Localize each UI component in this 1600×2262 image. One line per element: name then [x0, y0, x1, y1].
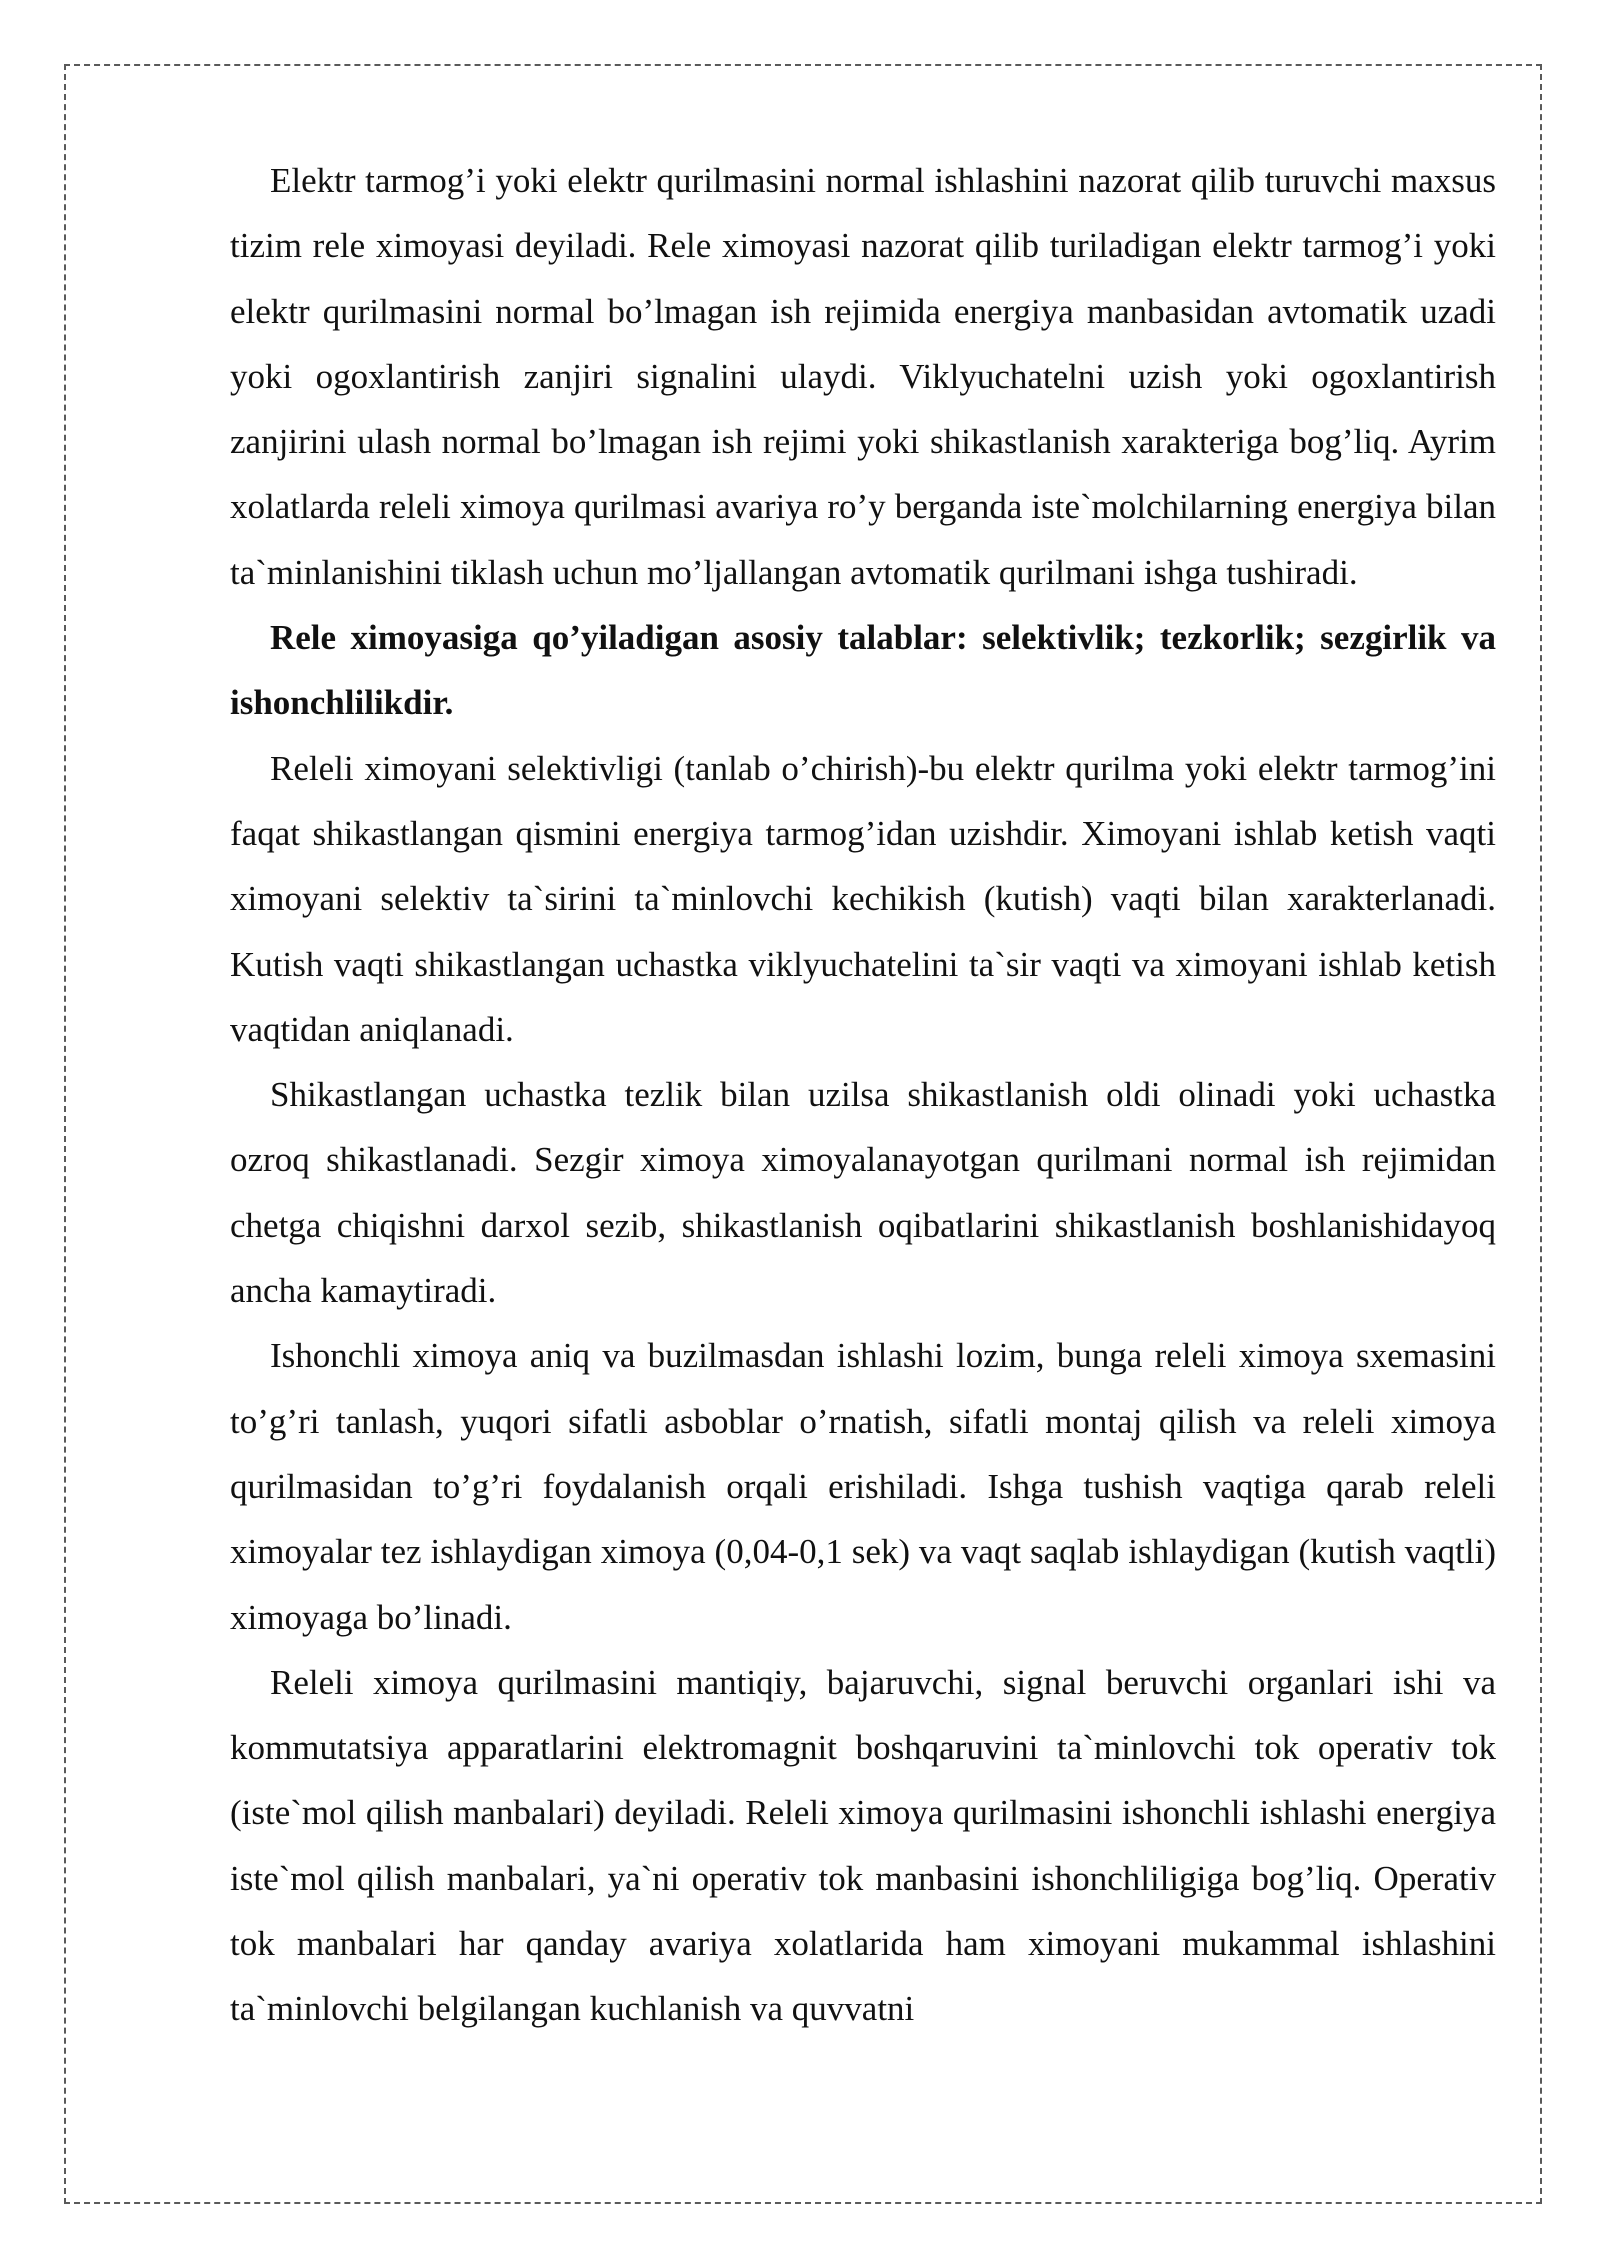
document-body	[230, 148, 1496, 2042]
paragraph-intro: Elektr tarmog’i yoki elektr qurilmasini normal ishlashini nazorat qilib turuvchi maxsus tizim rele ximoyasi deyiladi. Rele ximoyasi nazorat qilib turiladigan elektr tarmog’i yoki elektr qurilmasini normal bo’lmagan ish rejimida energiya manbasidan avtomatik uzadi yoki ogoxlantirish zanjiri signalini ulaydi. Viklyuchatelni uzish yoki ogoxlantirish zanjirini ulash normal bo’lmagan ish rejimi yoki shikastlanish xarakteriga bog’liq. Ayrim xolatlarda releli ximoya qurilmasi avariya ro’y berganda iste`molchilarning energiya bilan ta`minlanishini tiklash uchun mo’ljallangan avtomatik qurilmani ishga tushiradi.	[230, 161, 1496, 592]
paragraph-reliability: Ishonchli ximoya aniq va buzilmasdan ishlashi lozim, bunga releli ximoya sxemasini to’g’ri tanlash, yuqori sifatli asboblar o’rnatish, sifatli montaj qilish va releli ximoya qurilmasidan to’g’ri foydalanish orqali erishiladi. Ishga tushish vaqtiga qarab releli ximoyalar tez ishlaydigan ximoya (0,04-0,1 sek) va vaqt saqlab ishlaydigan (kutish vaqtli) ximoyaga bo’linadi.	[230, 1336, 1496, 1637]
paragraph-requirements: Rele ximoyasiga qo’yiladigan asosiy talablar: selektivlik; tezkorlik; sezgirlik va ishonchlilikdir.	[230, 618, 1496, 723]
paragraph-selectivity: Releli ximoyani selektivligi (tanlab o’chirish)-bu elektr qurilma yoki elektr tarmog’ini faqat shikastlangan qismini energiya tarmog’idan uzishdir. Ximoyani ishlab ketish vaqti ximoyani selektiv ta`sirini ta`minlovchi kechikish (kutish) vaqti bilan xarakterlanadi. Kutish vaqti shikastlangan uchastka viklyuchatelini ta`sir vaqti va ximoyani ishlab ketish vaqtidan aniqlanadi.	[230, 748, 1496, 1049]
paragraph-operative-current: Releli ximoya qurilmasini mantiqiy, bajaruvchi, signal beruvchi organlari ishi va kommutatsiya apparatlarini elektromagnit boshqaruvini ta`minlovchi tok operativ tok (iste`mol qilish manbalari) deyiladi. Releli ximoya qurilmasini ishonchli ishlashi energiya iste`mol qilish manbalari, ya`ni operativ tok manbasini ishonchliligiga bog’liq. Operativ tok manbalari har qanday avariya xolatlarida ham ximoyani mukammal ishlashini ta`minlovchi belgilangan kuchlanish va quvvatni	[230, 1662, 1496, 2029]
paragraph-speed: Shikastlangan uchastka tezlik bilan uzilsa shikastlanish oldi olinadi yoki uchastka ozroq shikastlanadi. Sezgir ximoya ximoyalanayotgan qurilmani normal ish rejimidan chetga chiqishni darxol sezib, shikastlanish oqibatlarini shikastlanish boshlanishidayoq ancha kamaytiradi.	[230, 1075, 1496, 1311]
